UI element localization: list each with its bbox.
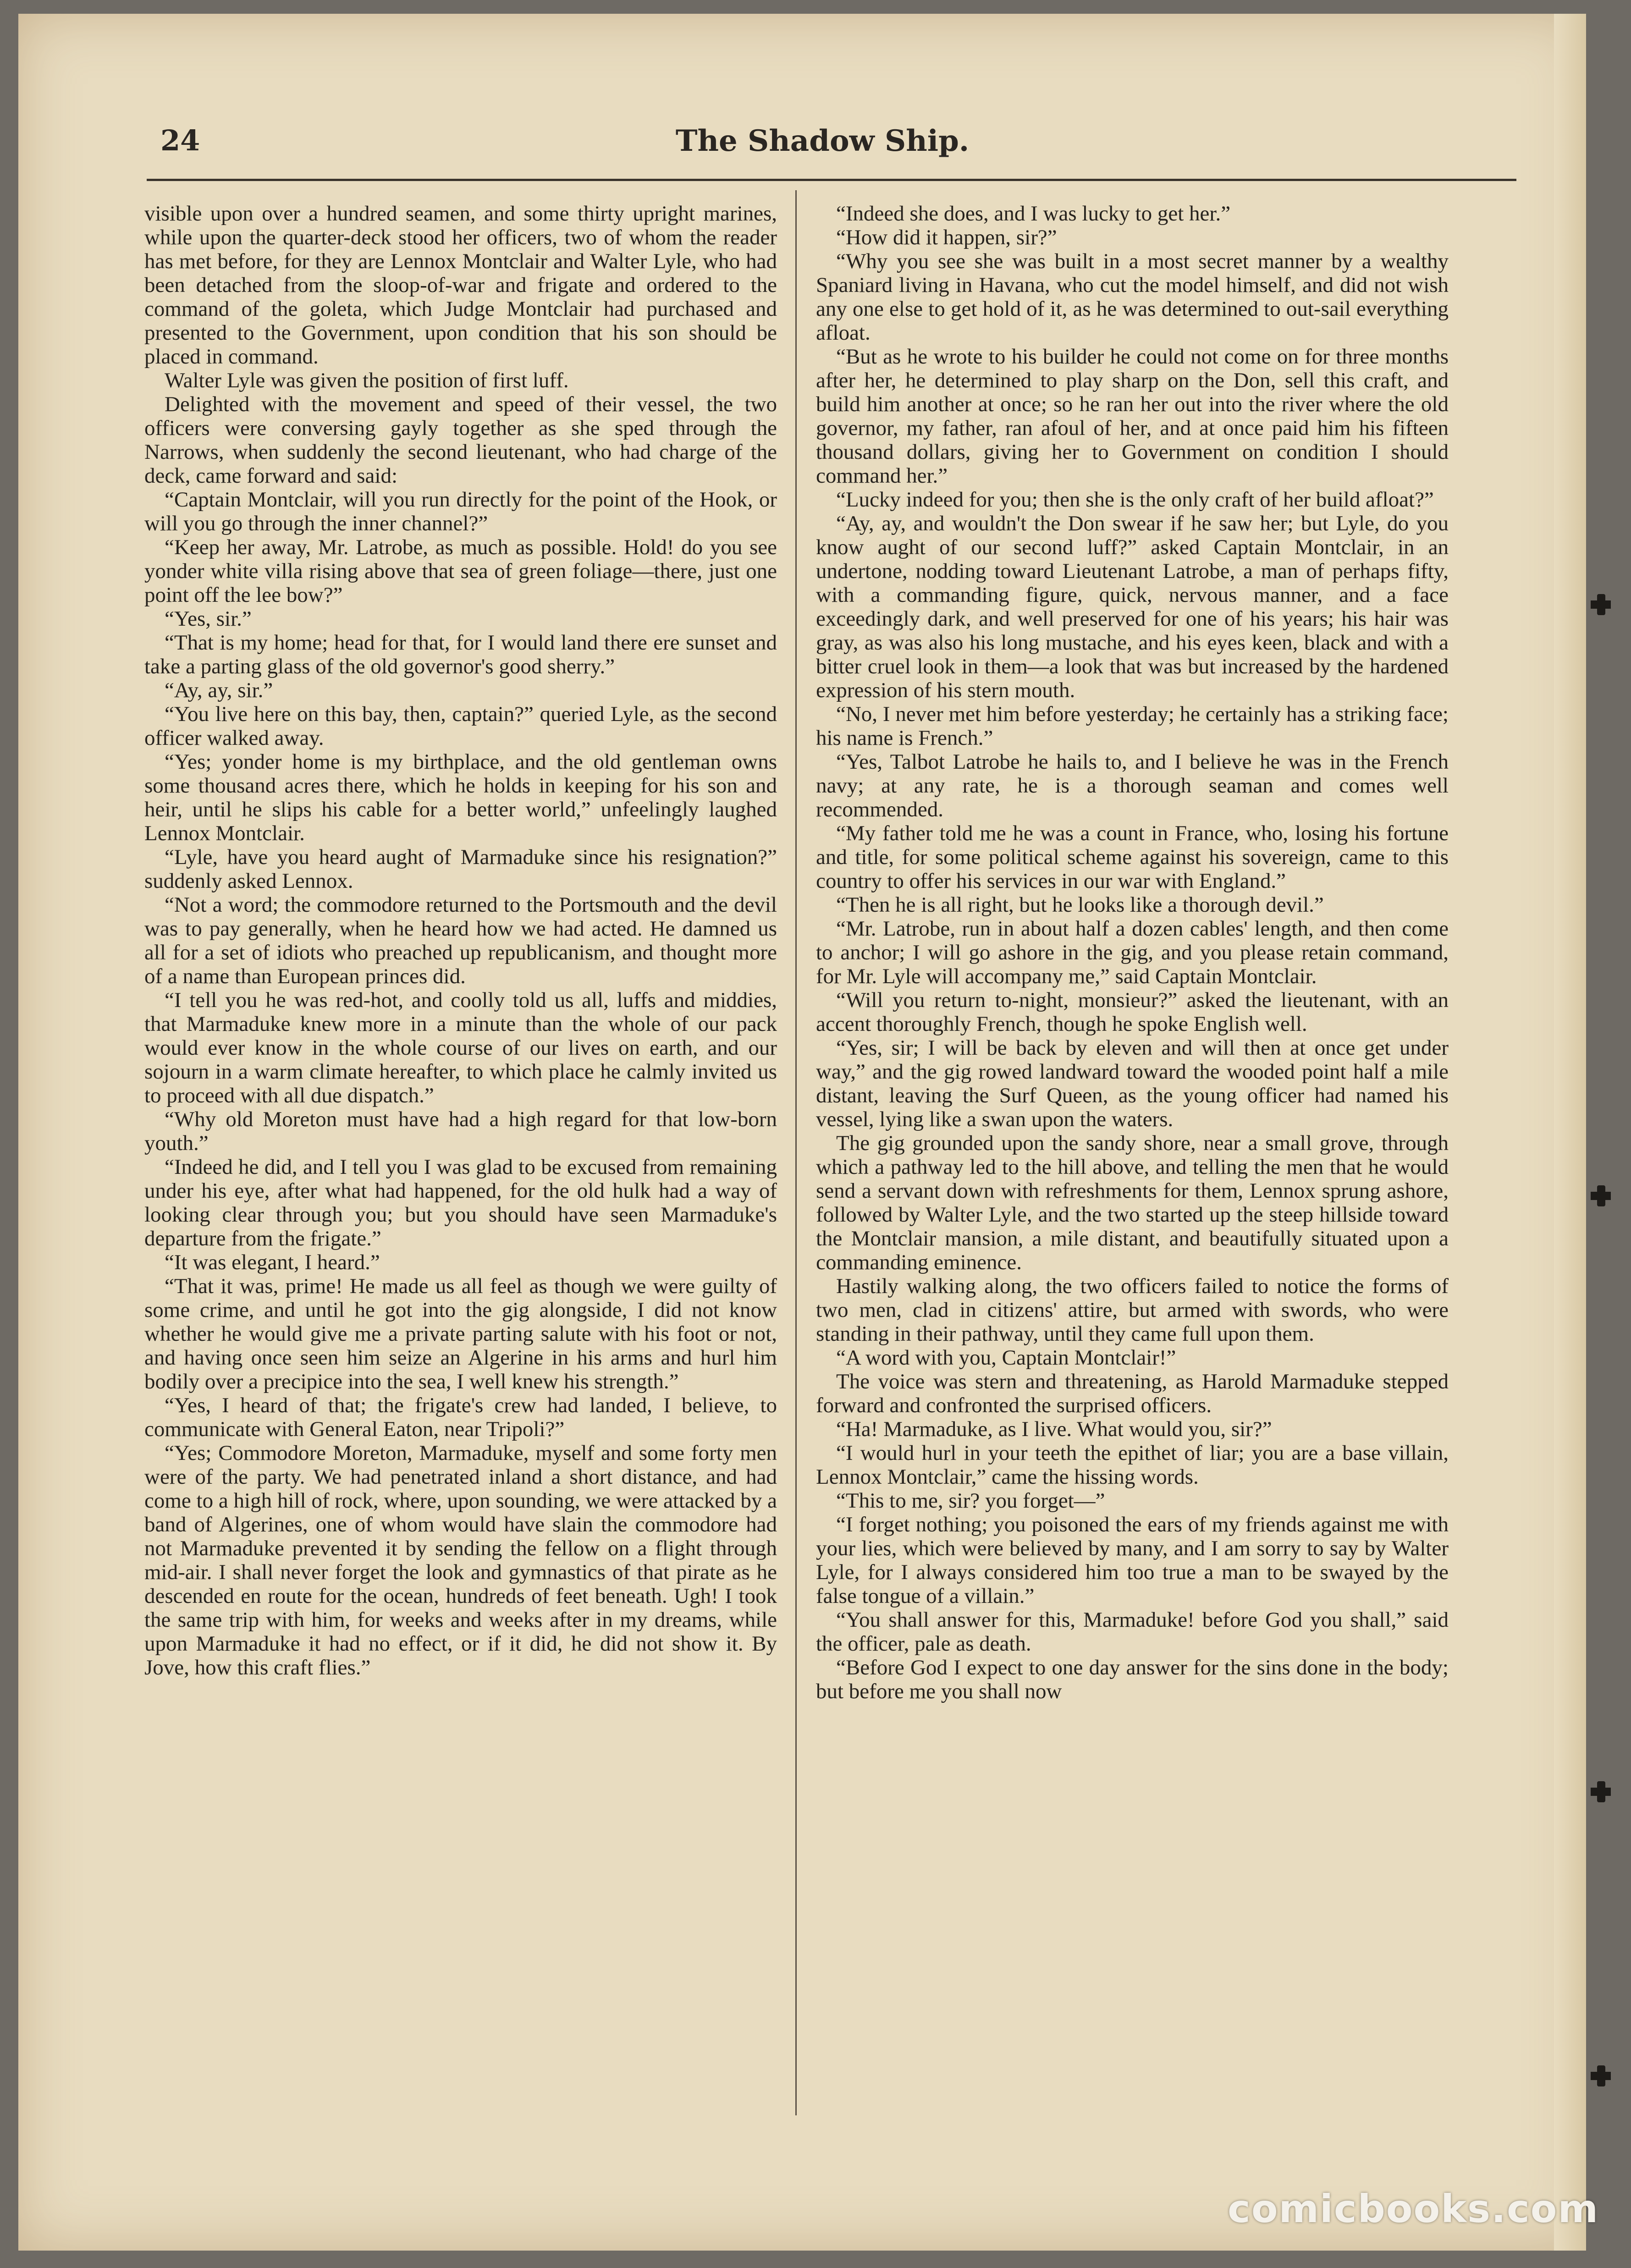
paragraph: “Keep her away, Mr. Latrobe, as much as possible. Hold! do you see yonder white villa rising above that sea of green foliage—there, just one point off the lee bow?”	[144, 535, 777, 607]
paragraph: “You live here on this bay, then, captain?” queried Lyle, as the second officer walked away.	[144, 702, 777, 750]
paragraph: “Ha! Marmaduke, as I live. What would you, sir?”	[836, 1417, 1272, 1441]
column-divider	[795, 190, 797, 2115]
paragraph: “Lyle, have you heard aught of Marmaduke since his resignation?” suddenly asked Lennox.	[144, 845, 777, 893]
page-header	[138, 124, 1507, 179]
paragraph: The voice was stern and threatening, as Harold Marmaduke stepped forward and confronted the surprised officers.	[816, 1370, 1449, 1417]
paragraph: “Then he is all right, but he looks like a thorough devil.”	[836, 893, 1324, 917]
paragraph: “Will you return to-night, monsieur?” asked the lieutenant, with an accent thoroughly French, though he spoke English well.	[816, 988, 1449, 1036]
paragraph: “How did it happen, sir?”	[836, 226, 1057, 249]
paragraph: “No, I never met him before yesterday; he certainly has a striking face; his name is French.”	[816, 702, 1449, 750]
paragraph: “That is my home; head for that, for I would land there ere sunset and take a parting glass of the old governor's good sherry.”	[144, 631, 777, 678]
paragraph: Delighted with the movement and speed of their vessel, the two officers were conversing gayly together as she sped through the Narrows, when suddenly the second lieutenant, who had charge of the deck, came forward and said:	[144, 392, 777, 488]
paragraph: “Yes, Talbot Latrobe he hails to, and I believe he was in the French navy; at any rate, he is a thorough seaman and comes well recommended.	[816, 750, 1449, 821]
paragraph: visible upon over a hundred seamen, and some thirty upright marines, while upon the quarter-deck stood her officers, two of whom the reader has met before, for they are Lennox Montclair and Walter Lyle, who had been detached from the sloop-of-war and frigate and ordered to the command of the goleta, which Judge Montclair had purchased and presented to the Government, upon condition that his son should be placed in command.	[144, 202, 777, 369]
paragraph: “Lucky indeed for you; then she is the only craft of her build afloat?”	[836, 488, 1434, 512]
paragraph: “Yes, sir; I will be back by eleven and will then at once get under way,” and the gig rowed landward toward the wooded point half a mile distant, leaving the Surf Queen, as the young officer had named his vessel, lying like a swan upon the waters.	[816, 1036, 1449, 1131]
left-column	[144, 202, 777, 2127]
header-rule	[147, 179, 1516, 181]
paragraph: “Yes, sir.”	[165, 607, 252, 631]
paragraph: “It was elegant, I heard.”	[165, 1250, 380, 1274]
watermark-logo: comicbooks.com	[1228, 2186, 1599, 2231]
paragraph: “You shall answer for this, Marmaduke! before God you shall,” said the officer, pale as death.	[816, 1608, 1449, 1656]
paragraph: “Ay, ay, and wouldn't the Don swear if he saw her; but Lyle, do you know aught of our second luff?” asked Captain Montclair, in an undertone, nodding toward Lieutenant Latrobe, a man of perhaps fifty, with a commanding figure, quick, nervous manner, and a face exceedingly dark, and well preserved for one of his years; his hair was gray, as was also his long mustache, and his eyes keen, black and with a bitter cruel look in them—a look that was but increased by the hardened expression of his stern mouth.	[816, 512, 1449, 702]
binding-tab-mark	[1591, 2072, 1611, 2080]
page-number: 24	[160, 124, 200, 157]
paragraph: “I tell you he was red-hot, and coolly told us all, luffs and middies, that Marmaduke knew more in a minute than the whole of our pack would ever know in the whole course of our lives on earth, and our sojourn in a warm climate hereafter, to which place he calmly invited us to proceed with all due dispatch.”	[144, 988, 777, 1107]
running-title: The Shadow Ship.	[675, 124, 970, 158]
binding-tab-mark	[1591, 1192, 1611, 1200]
paragraph: “Before God I expect to one day answer for the sins done in the body; but before me you shall now	[816, 1656, 1449, 1703]
paragraph: “Indeed he did, and I tell you I was glad to be excused from remaining under his eye, after what had happened, for the old hulk had a way of looking clear through you; but you should have seen Marmaduke's departure from the frigate.”	[144, 1155, 777, 1250]
paragraph: “Yes; Commodore Moreton, Marmaduke, myself and some forty men were of the party. We had penetrated inland a short distance, and had come to a high hill of rock, where, upon sounding, we were attacked by a band of Algerines, one of whom would have slain the commodore had not Marmaduke prevented it by sending the fellow on a flight through mid-air. I shall never forget the look and gymnastics of that pirate as he descended en route for the ocean, hundreds of feet beneath. Ugh! I took the same trip with him, for weeks and weeks after in my dreams, while upon Marmaduke it had no effect, or if it did, he did not show it. By Jove, how this craft flies.”	[144, 1441, 777, 1679]
paragraph: Hastily walking along, the two officers failed to notice the forms of two men, clad in citizens' attire, but armed with swords, who were standing in their pathway, until they came full upon them.	[816, 1274, 1449, 1346]
page-edge	[1554, 14, 1586, 2251]
paragraph: “Yes, I heard of that; the frigate's crew had landed, I believe, to communicate with General Eaton, near Tripoli?”	[144, 1393, 777, 1441]
binding-tab-mark	[1591, 600, 1611, 609]
paragraph: “Yes; yonder home is my birthplace, and the old gentleman owns some thousand acres there, which he holds in keeping for his son and heir, until he slips his cable for a better world,” unfeelingly laughed Lennox Montclair.	[144, 750, 777, 845]
right-column	[816, 202, 1449, 2127]
paragraph: “I forget nothing; you poisoned the ears of my friends against me with your lies, which were believed by many, and I am sorry to say by Walter Lyle, for I always considered him too true a man to be swayed by the false tongue of a villain.”	[816, 1513, 1449, 1608]
paragraph: The gig grounded upon the sandy shore, near a small grove, through which a pathway led to the hill above, and telling the men that he would send a servant down with refreshments for them, Lennox sprung ashore, followed by Walter Lyle, and the two started up the steep hillside toward the Montclair mansion, a mile distant, and beautifully situated upon a commanding eminence.	[816, 1131, 1449, 1274]
paragraph: “That it was, prime! He made us all feel as though we were guilty of some crime, and until he got into the gig alongside, I did not know whether he would give me a private parting salute with his foot or not, and having once seen him seize an Algerine in his arms and hurl him bodily over a precipice into the sea, I well knew his strength.”	[144, 1274, 777, 1393]
paragraph: “I would hurl in your teeth the epithet of liar; you are a base villain, Lennox Montclair,” came the hissing words.	[816, 1441, 1449, 1489]
paragraph: “Why you see she was built in a most secret manner by a wealthy Spaniard living in Havana, who cut the model himself, and did not wish any one else to get hold of it, as he was determined to out-sail everything afloat.	[816, 249, 1449, 345]
paragraph: “A word with you, Captain Montclair!”	[836, 1346, 1176, 1370]
paragraph: “This to me, sir? you forget—”	[836, 1489, 1105, 1513]
paragraph: “Not a word; the commodore returned to the Portsmouth and the devil was to pay generally, when he heard how we had acted. He damned us all for a set of idiots who preached up republicanism, and thought more of a name than European princes did.	[144, 893, 777, 988]
paragraph: “Indeed she does, and I was lucky to get her.”	[836, 202, 1231, 226]
paragraph: “My father told me he was a count in France, who, losing his fortune and title, for some political scheme against his sovereign, came to this country to offer his services in our war with England.”	[816, 821, 1449, 893]
paragraph: “But as he wrote to his builder he could not come on for three months after her, he determined to play sharp on the Don, sell this craft, and build him another at once; so he ran her out into the river where the old governor, my father, ran afoul of her, and at once paid him his fifteen thousand dollars, giving her to Government on condition I should command her.”	[816, 345, 1449, 488]
paragraph: “Ay, ay, sir.”	[165, 678, 273, 702]
paragraph: Walter Lyle was given the position of first luff.	[165, 369, 569, 392]
paragraph: “Mr. Latrobe, run in about half a dozen cables' length, and then come to anchor; I will go ashore in the gig, and you please retain command, for Mr. Lyle will accompany me,” said Captain Montclair.	[816, 917, 1449, 988]
paragraph: “Captain Montclair, will you run directly for the point of the Hook, or will you go through the inner channel?”	[144, 488, 777, 535]
binding-tab-mark	[1591, 1788, 1611, 1796]
paragraph: “Why old Moreton must have had a high regard for that low-born youth.”	[144, 1107, 777, 1155]
